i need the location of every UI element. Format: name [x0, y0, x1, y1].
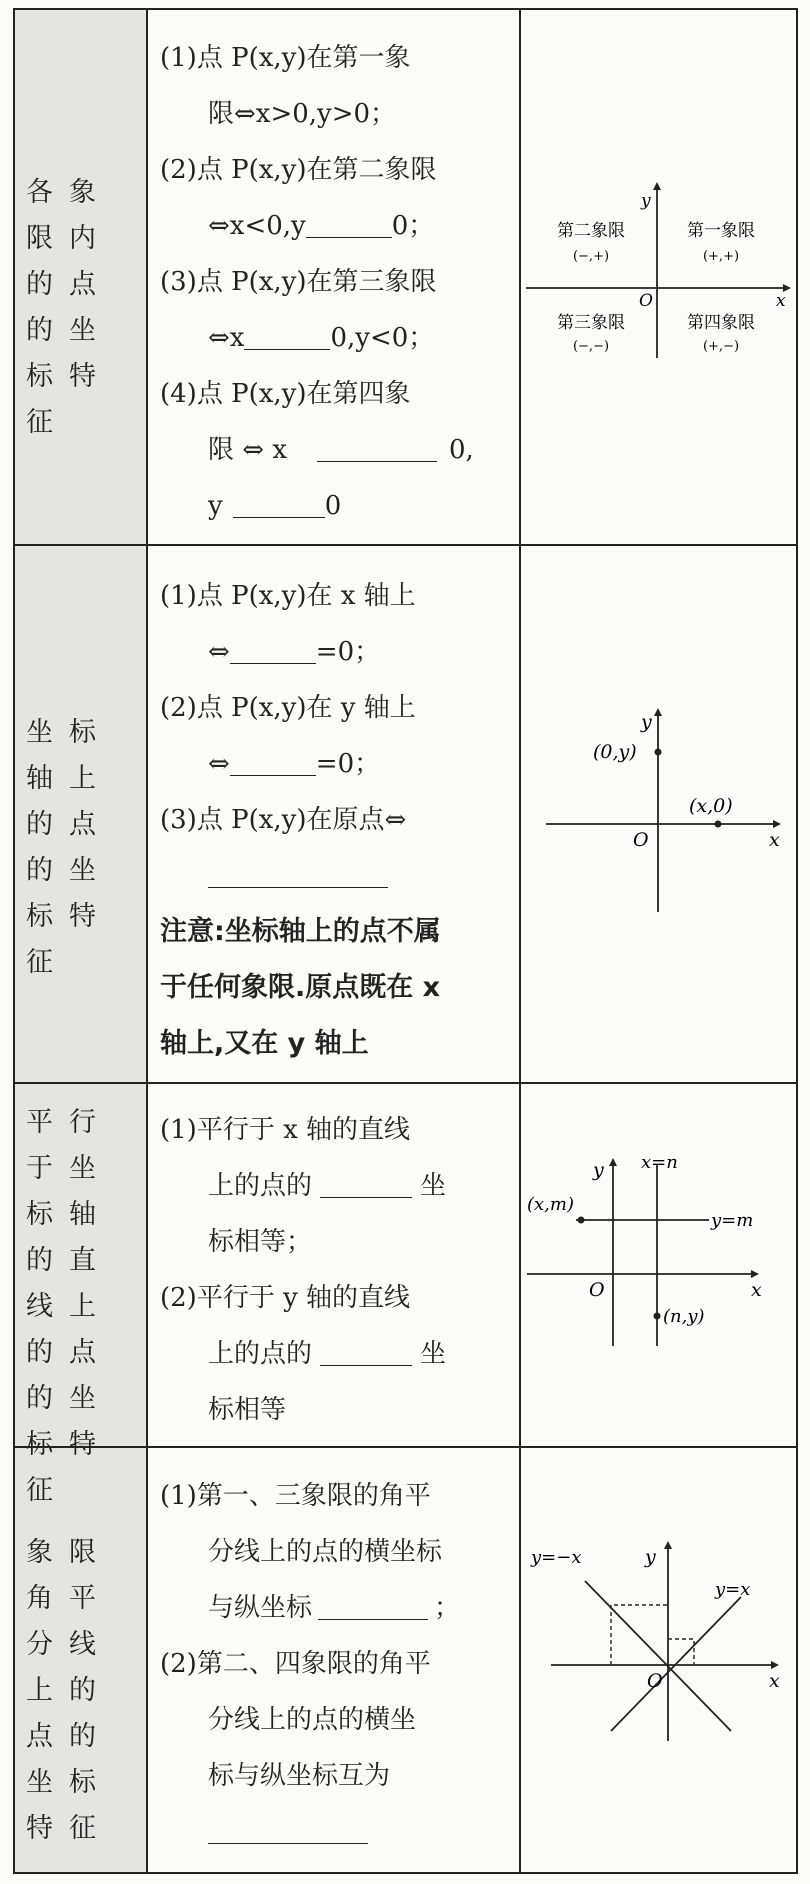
item-text: 上的点的 — [208, 1339, 313, 1369]
item-text: ⇔x<0,y — [208, 211, 306, 241]
axis-label-y: y — [641, 191, 651, 211]
item-line — [160, 1326, 515, 1382]
answer-blank[interactable] — [317, 431, 437, 462]
item-text: ⇔ — [208, 637, 230, 667]
item-text: 分线上的点的横坐 — [208, 1705, 417, 1735]
quadrant-sign: (+,−) — [702, 339, 740, 354]
answer-blank[interactable] — [320, 1167, 412, 1198]
item-text: (3)点 P(x,y)在第三象限 — [160, 267, 437, 297]
note-text: 于任何象限.原点既在 x — [160, 972, 441, 1003]
item-line — [160, 1804, 515, 1860]
item-text: 0,y<0； — [330, 323, 435, 353]
row-label: 平行于坐标轴的直线上的点的坐标特征 — [26, 1107, 112, 1506]
grid-line — [13, 1082, 798, 1084]
item-line — [160, 1158, 515, 1214]
row-content — [160, 1102, 515, 1438]
origin-label: O — [647, 1670, 663, 1692]
origin-label: O — [639, 291, 653, 311]
quadrant-sign: (−,−) — [572, 339, 610, 354]
item-line — [160, 1580, 515, 1636]
item-text: (1)点 P(x,y)在 x 轴上 — [160, 581, 416, 611]
quadrant-label: 第二象限 — [557, 221, 625, 241]
answer-blank[interactable] — [244, 319, 330, 350]
point-xm — [578, 1217, 585, 1224]
axis-points-figure — [521, 700, 791, 920]
line-label: y=x — [715, 1579, 751, 1600]
point-on-y-axis — [655, 749, 662, 756]
row-content — [160, 1468, 515, 1860]
item-text: 分线上的点的横坐标 — [208, 1537, 443, 1567]
bisector-figure — [521, 1535, 791, 1745]
quadrant-label: 第四象限 — [687, 313, 755, 333]
grid-line — [13, 544, 798, 546]
grid-line — [13, 1872, 798, 1874]
item-text: (2)平行于 y 轴的直线 — [160, 1283, 411, 1313]
item-text: ⇔x — [208, 323, 245, 353]
grid-line — [796, 8, 798, 1874]
point-label: (x,0) — [689, 795, 733, 817]
item-text: 0 — [324, 491, 342, 521]
item-text: 标相等 — [208, 1395, 287, 1425]
axis-label-x: x — [751, 1279, 762, 1301]
row-content — [160, 568, 515, 1072]
answer-blank[interactable] — [318, 1589, 428, 1620]
quadrant-sign: (+,+) — [702, 249, 740, 264]
point-label: (n,y) — [663, 1306, 705, 1327]
row-label: 坐标轴上的点的坐标特征 — [26, 717, 112, 978]
item-line — [160, 848, 515, 904]
item-text: 与纵坐标 — [208, 1593, 313, 1623]
point-label: (0,y) — [593, 741, 637, 763]
row-label: 象限角平分线上的点的坐标特征 — [26, 1537, 112, 1844]
item-line — [160, 736, 515, 792]
item-text: =0； — [315, 749, 381, 779]
answer-blank[interactable] — [208, 1813, 368, 1844]
axis-label-x: x — [769, 1670, 780, 1692]
grid-line — [13, 8, 15, 1874]
item-text: 坐 — [420, 1339, 447, 1369]
item-text: 限 ⇔ x — [208, 435, 287, 465]
grid-line — [13, 8, 798, 10]
quadrant-figure — [521, 180, 791, 360]
answer-blank[interactable] — [306, 207, 392, 238]
quadrant-sign: (−,+) — [572, 249, 610, 264]
row-label: 各象限内的点的坐标特征 — [26, 177, 112, 438]
point-label: (x,m) — [527, 1194, 574, 1215]
item-text: 限⇔x>0,y>0； — [208, 99, 397, 129]
origin-label: O — [633, 829, 649, 851]
axis-label-y: y — [593, 1159, 604, 1181]
item-line — [160, 198, 515, 254]
item-text: (2)第二、四象限的角平 — [160, 1649, 431, 1679]
line-label: y=−x — [531, 1547, 582, 1568]
note-text: 轴上,又在 y 轴上 — [160, 1028, 369, 1059]
point-on-x-axis — [715, 821, 722, 828]
item-text: (3)点 P(x,y)在原点⇔ — [160, 805, 407, 835]
answer-blank[interactable] — [230, 745, 316, 776]
item-line — [160, 478, 515, 534]
item-text: (2)点 P(x,y)在 y 轴上 — [160, 693, 416, 723]
item-text: ⇔ — [208, 749, 230, 779]
row-content — [160, 30, 515, 534]
axis-label-y: y — [641, 711, 652, 733]
answer-blank[interactable] — [320, 1335, 412, 1366]
item-line — [160, 422, 515, 478]
point-ny — [654, 1313, 661, 1320]
parallel-lines-figure — [521, 1150, 791, 1350]
item-text: (4)点 P(x,y)在第四象 — [160, 379, 411, 409]
item-line — [160, 310, 515, 366]
item-text: (1)平行于 x 轴的直线 — [160, 1115, 411, 1145]
answer-blank[interactable] — [233, 487, 325, 518]
item-text: ； — [434, 1593, 461, 1623]
item-line — [160, 624, 515, 680]
answer-blank[interactable] — [208, 857, 388, 888]
axis-label-x: x — [769, 829, 780, 851]
quadrant-label: 第一象限 — [687, 221, 755, 241]
item-text: =0； — [315, 637, 381, 667]
item-text: 标与纵坐标互为 — [208, 1761, 391, 1791]
line-label: y=m — [711, 1210, 754, 1231]
answer-blank[interactable] — [230, 633, 316, 664]
item-text: 上的点的 — [208, 1171, 313, 1201]
item-text: (2)点 P(x,y)在第二象限 — [160, 155, 437, 185]
grid-line — [146, 8, 148, 1874]
item-text: (1)第一、三象限的角平 — [160, 1481, 431, 1511]
item-text: 0； — [391, 211, 435, 241]
line-label: x=n — [641, 1152, 678, 1173]
item-text: (1)点 P(x,y)在第一象 — [160, 43, 411, 73]
origin-label: O — [589, 1279, 605, 1301]
item-text: y — [208, 491, 223, 521]
axis-label-x: x — [776, 291, 786, 311]
item-text: 坐 — [420, 1171, 447, 1201]
axis-label-y: y — [645, 1546, 656, 1568]
item-text: 标相等； — [208, 1227, 313, 1257]
quadrant-label: 第三象限 — [557, 313, 625, 333]
note-text: 注意:坐标轴上的点不属 — [160, 916, 441, 947]
item-text: 0, — [448, 435, 474, 465]
